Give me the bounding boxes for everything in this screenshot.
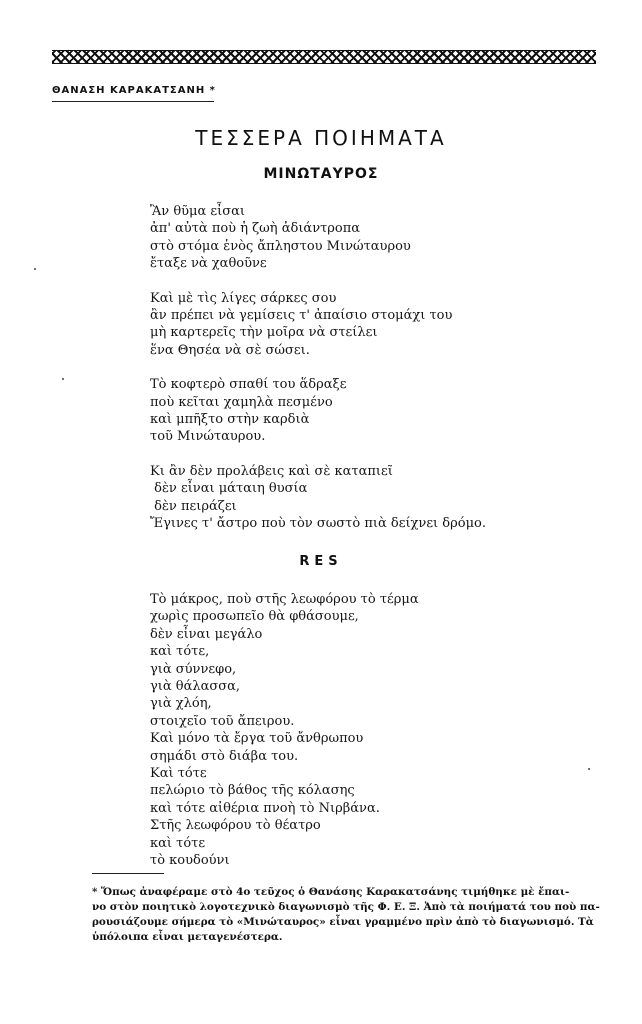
paper-speck (62, 378, 64, 380)
stanza-4 (150, 463, 590, 533)
poem2-title: RES (299, 554, 343, 569)
author-underline (52, 101, 214, 102)
poem-line: ποὺ κεῖται χαμηλὰ πεσμένο (150, 394, 333, 410)
poem1-title: ΜΙΝΩΤΑΥΡΟΣ (263, 166, 379, 182)
paper-speck (588, 768, 590, 770)
poem-line: Ἂν θῦμα εἶσαι (150, 204, 245, 219)
footnote (92, 885, 600, 945)
poem-line: πελώριο τὸ βάθος τῆς κόλασης (150, 783, 355, 799)
poem-line: γιὰ σύννεφο, (150, 661, 237, 677)
poem-line: ἔταξε νὰ χαθοῦνε (150, 256, 267, 272)
footnote-separator (92, 873, 164, 874)
poem-line: ἂν πρέπει νὰ γεμίσεις τ' ἀπαίσιο στομάχι του (150, 308, 453, 324)
poem-line: Καὶ μόνο τὰ ἔργα τοῦ ἄνθρωπου (150, 731, 364, 747)
poem-line: Στῆς λεωφόρου τὸ θέατρο (150, 818, 321, 834)
poem-line: δὲν εἶναι μάταιη θυσία (150, 481, 308, 497)
poem-line: χωρὶς προσωπεῖο θὰ φθάσουμε, (150, 609, 359, 625)
poem-line: Καὶ τότε (150, 766, 207, 782)
poem-line: ἀπ' αὐτὰ ποὺ ἡ ζωὴ ἀδιάντροπα (150, 221, 361, 237)
poem-line: τὸ κουδούνι (150, 853, 230, 869)
footnote-line: * Ὅπως ἀναφέραμε στὸ 4ο τεῦχος ὁ Θανάσης Καρακατσάνης τιμήθηκε μὲ ἔπαι- (92, 886, 570, 898)
author-name: ΘΑΝΑΣΗ ΚΑΡΑΚΑΤΣΑΝΗ * (52, 85, 216, 96)
decorative-border (52, 50, 596, 64)
poem-line: Καὶ μὲ τὶς λίγες σάρκες σου (150, 290, 337, 306)
poem-line: Ἔγινες τ' ἄστρο ποὺ τὸν σωστὸ πιὰ δείχνει δρόμο. (150, 516, 486, 532)
poem-line: δὲν εἶναι μεγάλο (150, 626, 263, 642)
poem-line: καὶ μπῆξτο στὴν καρδιὰ (150, 412, 310, 428)
poem-line: σημάδι στὸ διάβα του. (150, 748, 299, 764)
poem-line: στοιχεῖο τοῦ ἄπειρου. (150, 713, 295, 729)
poem-line: καὶ τότε, (150, 644, 210, 660)
stanza-3 (150, 376, 590, 446)
footnote-line: ρουσιάζουμε σήμερα τὸ «Μινώταυρος» εἶναι γραμμένο πρὶν ἀπὸ τὸ διαγωνισμό. Τὰ (92, 916, 594, 928)
poem-line: τοῦ Μινώταυρου. (150, 429, 266, 445)
poem-line: δὲν πειράζει (150, 498, 237, 514)
footnote-line: ὑπόλοιπα εἶναι μεταγενέστερα. (92, 931, 283, 943)
poem-line: Τὸ μάκρος, ποὺ στῆς λεωφόρου τὸ τέρμα (150, 592, 419, 607)
poem-line: γιὰ χλόη, (150, 696, 212, 712)
stanza-1 (150, 203, 590, 273)
poem-line: καὶ τότε (150, 835, 206, 851)
poem-line: καὶ τότε αἰθέρια πνοὴ τὸ Νιρβάνα. (150, 800, 380, 816)
poem-line: μὴ καρτερεῖς τὴν μοῖρα νὰ στείλει (150, 325, 378, 341)
poem-line: Τὸ κοφτερὸ σπαθί του ἅδραξε (150, 377, 347, 393)
poem1-body (150, 203, 590, 550)
page-title: ΤΕΣΣΕΡΑ ΠΟΙΗΜΑΤΑ (195, 126, 447, 150)
poem2-body (150, 591, 590, 870)
stanza-2 (150, 290, 590, 360)
paper-speck (34, 268, 36, 270)
footnote-line: νο στὸν ποιητικὸ λογοτεχνικὸ διαγωνισμὸ τῆς Φ. Ε. Ξ. Ἀπὸ τὰ ποιήματά του ποὺ πα- (92, 901, 600, 913)
poem-line: στὸ στόμα ἑνὸς ἄπληστου Μινώταυρου (150, 238, 411, 254)
poem-line: Κι ἂν δὲν προλάβεις καὶ σὲ καταπιεῖ (150, 463, 393, 479)
poem-line: γιὰ θάλασσα, (150, 679, 241, 695)
poem-line: ἕνα Θησέα νὰ σὲ σώσει. (150, 342, 310, 358)
